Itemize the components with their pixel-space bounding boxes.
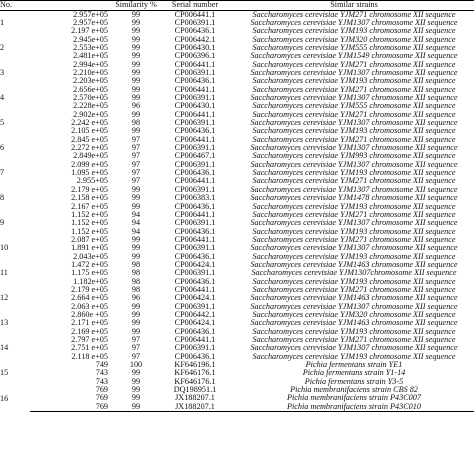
serial-number-cell: CP006424.1	[174, 319, 216, 328]
serial-number-cell: CP006441.1	[174, 210, 216, 219]
serial-number-cell: CP006442.1	[174, 310, 216, 319]
table-row	[0, 244, 474, 252]
value-cell: 1.095 e+05	[71, 169, 108, 178]
serial-number-cell: DQ198951.1	[173, 386, 217, 395]
value-cell: 1.472 e+05	[71, 260, 108, 269]
similarity-cell: 98	[131, 269, 141, 278]
table-row	[0, 319, 474, 327]
table-row	[0, 403, 474, 412]
table-row	[0, 328, 474, 336]
serial-number-cell: CP006424.1	[174, 294, 216, 303]
table-row	[0, 186, 474, 194]
similarity-cell: 99	[131, 202, 141, 211]
value-cell: 2.955+05	[76, 177, 108, 186]
value-cell: 2.158 e+05	[71, 194, 108, 203]
table-row	[0, 344, 474, 352]
strain-name-cell: Saccharomyces cerevisiae YJM271 chromosome XII sequence	[252, 235, 456, 244]
table-row	[0, 203, 474, 211]
value-cell: 2.570e+05	[73, 94, 108, 103]
group-number: 9	[0, 218, 5, 228]
serial-number-cell: CP006436.1	[174, 202, 216, 211]
serial-number-cell: CP006424.1	[174, 260, 216, 269]
value-cell: 769	[95, 394, 108, 403]
table-row	[0, 336, 474, 344]
value-cell: 2.197 e+05	[71, 27, 108, 36]
serial-number-cell: CP006441.1	[174, 85, 216, 94]
strain-name-cell: Saccharomyces cerevisiae YJM1307 chromosome XII sequence	[250, 94, 458, 103]
table-row	[0, 152, 474, 160]
strain-name-cell: Saccharomyces cerevisiae YJM320 chromosome XII sequence	[252, 35, 456, 44]
strain-name-cell: Saccharomyces cerevisiae YJM271 chromosome XII sequence	[252, 285, 456, 294]
strain-name-cell: Saccharomyces cerevisiae YJM1307 chromosome XII sequence	[250, 219, 458, 228]
similarity-cell: 97	[131, 135, 141, 144]
serial-number-cell: CP006436.1	[174, 352, 216, 361]
similarity-cell: 99	[131, 244, 141, 253]
similarity-cell: 100	[129, 361, 143, 370]
serial-number-cell: CP006391.1	[174, 302, 216, 311]
strain-name-cell: Saccharomyces cerevisiae YJM1307 chromosome XII sequence	[250, 302, 458, 311]
value-cell: 743	[95, 369, 108, 378]
serial-number-cell: CP006391.1	[174, 244, 216, 253]
value-cell: 2.797 e+05	[71, 336, 108, 344]
table-row	[0, 311, 474, 319]
value-cell: 2.849e+05	[73, 152, 108, 161]
strain-name-cell: Saccharomyces cerevisiae YJM1549 chromosome XII sequence	[250, 52, 458, 61]
strain-name-cell: Saccharomyces cerevisiae YJM1463 chromosome XII sequence	[250, 319, 458, 328]
serial-number-cell: CP006436.1	[174, 327, 216, 336]
serial-number-cell: CP006391.1	[174, 219, 216, 228]
group-number: 1	[0, 17, 5, 27]
value-cell: 2.957e+05	[73, 18, 108, 27]
group-number: 8	[0, 193, 5, 203]
table-row	[0, 177, 474, 185]
similarity-cell: 99	[131, 127, 141, 136]
table-row	[0, 236, 474, 244]
value-cell: 2.203e+05	[73, 77, 108, 86]
similarity-cell: 99	[131, 194, 141, 203]
similarity-cell: 99	[131, 52, 141, 61]
strain-name-cell: Pichia fermentans strain Y3-5	[304, 377, 404, 386]
similarity-cell: 96	[131, 102, 141, 111]
strain-name-cell: Saccharomyces cerevisiae YJM1478 chromosome XII sequence	[250, 194, 458, 203]
similarity-cell: 99	[131, 302, 141, 311]
similarity-cell: 97	[131, 177, 141, 186]
strain-name-cell: Saccharomyces cerevisiae YJM193 chromosome XII sequence	[252, 202, 456, 211]
header-value	[30, 1, 112, 11]
value-cell: 2.063 e+05	[71, 302, 108, 311]
strain-name-cell: Saccharomyces cerevisiae YJM193 chromosome XII sequence	[252, 252, 456, 261]
header-no: No.	[0, 1, 30, 11]
group-number: 6	[0, 143, 5, 153]
similarity-cell: 98	[131, 119, 141, 128]
group-number: 3	[0, 68, 5, 77]
value-cell: 2.043e+05	[73, 252, 108, 261]
value-cell: 2.553e+05	[73, 43, 108, 52]
value-cell: 2.272 e+05	[71, 144, 108, 153]
group-number: 4	[0, 93, 5, 103]
header-similarity: Similarity %	[112, 1, 160, 11]
table-row	[0, 286, 474, 294]
similarity-cell: 99	[131, 319, 141, 328]
similarity-cell: 99	[131, 252, 141, 261]
group-number: 14	[0, 343, 9, 353]
group-number: 2	[0, 42, 5, 52]
strain-name-cell: Saccharomyces cerevisiae YJM271 chromosome XII sequence	[252, 336, 456, 344]
value-cell: 2.242 e+05	[71, 119, 108, 128]
table-row	[0, 386, 474, 394]
table-row	[0, 369, 474, 377]
header-serial: Serial number	[160, 1, 230, 11]
similarity-cell: 97	[131, 144, 141, 153]
strain-name-cell: Saccharomyces cerevisiae YJM271 chromosome XII sequence	[252, 135, 456, 144]
table-body	[0, 10, 474, 412]
serial-number-cell: JX188207.1	[175, 394, 215, 403]
similarity-cell: 99	[131, 60, 141, 69]
similarity-cell: 99	[131, 369, 141, 378]
strain-name-cell: Saccharomyces cerevisiae YJM1463 chromosome XII sequence	[250, 260, 458, 269]
serial-number-cell: KF646176.1	[174, 369, 216, 378]
strain-name-cell: Saccharomyces cerevisiae YJM193 chromosome XII sequence	[252, 127, 456, 136]
strain-name-cell: Saccharomyces cerevisiae YJM193 chromosome XII sequence	[252, 327, 456, 336]
table-header	[0, 1, 474, 11]
value-cell: 769	[30, 403, 112, 412]
serial-number-cell: CP006436.1	[174, 277, 216, 286]
serial-number-cell: CP006436.1	[174, 77, 216, 86]
table-row	[0, 194, 474, 202]
serial-number-cell: CP006441.1	[174, 10, 216, 19]
strain-name-cell: Pichia membranifaciens strain P43C010	[230, 403, 474, 412]
strain-name-cell: Saccharomyces cerevisiae YJM1307 chromosome XII sequence	[250, 119, 458, 128]
strain-name-cell: Saccharomyces cerevisiae YJM1463 chromosome XII sequence	[250, 294, 458, 303]
table-row	[0, 303, 474, 311]
group-number: 12	[0, 293, 9, 303]
header-strains: Similar strains	[230, 1, 474, 11]
table-row	[0, 261, 474, 269]
serial-number-cell: CP006430.1	[174, 102, 216, 111]
strain-name-cell: Saccharomyces cerevisiae YJM193 chromosome XII sequence	[252, 227, 456, 236]
table-row	[0, 119, 474, 127]
similarity-cell: 99	[131, 110, 141, 119]
group-number: 5	[0, 118, 5, 128]
value-cell: 1.175 e+05	[71, 269, 108, 278]
strain-name-cell: Saccharomyces cerevisiae YJM271 chromosome XII sequence	[252, 10, 456, 19]
value-cell: 1.891 e+05	[71, 244, 108, 253]
serial-number-cell: CP006396.1	[174, 52, 216, 61]
similarity-cell: 98	[131, 277, 141, 286]
similarity-cell: 97	[131, 344, 141, 353]
header-row	[0, 1, 474, 11]
similarity-cell: 99	[131, 327, 141, 336]
similarity-cell: 97	[131, 352, 141, 361]
value-cell: 2.656e+05	[73, 85, 108, 94]
value-cell: 1.152 e+05	[71, 210, 108, 219]
table-row	[0, 86, 474, 94]
table-row	[0, 253, 474, 261]
serial-number-cell: CP006441.1	[174, 336, 216, 344]
value-cell: 2.167 e+05	[71, 202, 108, 211]
similarity-cell: 99	[131, 18, 141, 27]
strain-name-cell: Saccharomyces cerevisiae YJM271 chromosome XII sequence	[252, 177, 456, 186]
similarity-cell: 97	[131, 336, 141, 344]
table-row	[0, 269, 474, 277]
strain-name-cell: Saccharomyces cerevisiae YJM1307 chromosome XII sequence	[250, 344, 458, 353]
value-cell: 769	[95, 386, 108, 395]
strain-name-cell: Saccharomyces cerevisiae YJM271 chromosome XII sequence	[252, 210, 456, 219]
value-cell: 1.152 e+05	[71, 219, 108, 228]
value-cell: 2.228e+05	[73, 102, 108, 111]
strain-name-cell: Saccharomyces cerevisiae YJM193 chromosome XII sequence	[252, 169, 456, 178]
similarity-cell: 99	[131, 85, 141, 94]
value-cell: 2.945e+05	[73, 35, 108, 44]
serial-number-cell: CP006391.1	[174, 69, 216, 77]
serial-number-cell: CP006442.1	[174, 35, 216, 44]
table-row	[0, 36, 474, 44]
table-row	[0, 61, 474, 69]
serial-number-cell: CP006391.1	[174, 94, 216, 103]
similarity-cell: 97	[131, 152, 141, 161]
value-cell: 2.087 e+05	[71, 235, 108, 244]
serial-number-cell: CP006441.1	[174, 177, 216, 186]
strain-name-cell: Saccharomyces cerevisiae YJM193 chromosome XII sequence	[252, 27, 456, 36]
similarity-cell: 99	[131, 77, 141, 86]
value-cell: 2.957e+05	[73, 10, 108, 19]
strain-name-cell: Pichia membranifaciens strain CBS 82	[290, 386, 418, 395]
strain-name-cell: Pichia fermentans strain YE1	[305, 361, 403, 370]
similarity-cell: 99	[131, 394, 141, 403]
table-row	[0, 161, 474, 169]
serial-number-cell: CP006383.1	[174, 194, 216, 203]
serial-number-cell: CP006467.1	[174, 152, 216, 161]
serial-number-cell: CP006441.1	[174, 110, 216, 119]
group-number: 7	[0, 168, 5, 178]
serial-number-cell: CP006391.1	[174, 269, 216, 278]
table-row	[0, 44, 474, 52]
value-cell: 2.118 e+05	[71, 352, 108, 361]
similarity-cell: 98	[131, 260, 141, 269]
serial-number-cell: CP006391.1	[174, 119, 216, 128]
value-cell: 2.179 e+05	[71, 185, 108, 194]
strain-name-cell: Saccharomyces cerevisiae YJM1307chromosome XII sequence	[251, 269, 457, 278]
value-cell: 2.210e+05	[73, 69, 108, 77]
similarity-cell: 99	[131, 235, 141, 244]
table-row	[0, 219, 474, 227]
table-row	[0, 94, 474, 102]
group-number: 10	[0, 243, 9, 253]
serial-number-cell: CP006391.1	[174, 144, 216, 153]
similarity-cell: 98	[131, 285, 141, 294]
strain-name-cell: Saccharomyces cerevisiae YJM993 chromosome XII sequence	[252, 152, 456, 161]
similarity-cell: 99	[131, 35, 141, 44]
strain-name-cell: Saccharomyces cerevisiae YJM271 chromosome XII sequence	[252, 85, 456, 94]
table-row	[0, 228, 474, 236]
value-cell: 2.481e+05	[73, 52, 108, 61]
table-row	[0, 361, 474, 369]
serial-number-cell: CP006391.1	[174, 160, 216, 169]
table-row	[0, 294, 474, 302]
serial-number-cell: JX188207.1	[160, 403, 230, 412]
table-row	[0, 127, 474, 135]
table-row	[0, 353, 474, 361]
value-cell: 2.664 e+05	[71, 294, 108, 303]
serial-number-cell: CP006436.1	[174, 252, 216, 261]
similarity-cell: 99	[131, 377, 141, 386]
serial-number-cell: CP006436.1	[174, 127, 216, 136]
serial-number-cell: CP006391.1	[174, 344, 216, 353]
strain-name-cell: Saccharomyces cerevisiae YJM193 chromosome XII sequence	[252, 352, 456, 361]
strain-name-cell: Saccharomyces cerevisiae YJM320 chromosome XII sequence	[252, 310, 456, 319]
serial-number-cell: CP006441.1	[174, 60, 216, 69]
table-row	[0, 102, 474, 110]
similarity-cell: 99	[131, 10, 141, 19]
value-cell: 2.105 e+05	[71, 127, 108, 136]
table-row	[0, 136, 474, 144]
table-row	[0, 52, 474, 60]
table-row	[0, 144, 474, 152]
table-row	[0, 211, 474, 219]
table-row	[0, 394, 474, 402]
serial-number-cell: CP006391.1	[174, 185, 216, 194]
similarity-cell: 96	[131, 294, 141, 303]
value-cell: 1.152 e+05	[71, 227, 108, 236]
value-cell: 749	[95, 361, 108, 370]
value-cell: 1.182e+05	[73, 277, 108, 286]
similarity-cell: 94	[131, 219, 141, 228]
table-row	[0, 69, 474, 77]
serial-number-cell: CP006391.1	[174, 18, 216, 27]
table-row	[0, 19, 474, 27]
value-cell: 2.902e+05	[73, 110, 108, 119]
similarity-cell: 99	[131, 94, 141, 103]
serial-number-cell: CP006441.1	[174, 235, 216, 244]
serial-number-cell: CP006441.1	[174, 285, 216, 294]
strain-name-cell: Saccharomyces cerevisiae YJM271 chromosome XII sequence	[252, 110, 456, 119]
strain-name-cell: Saccharomyces cerevisiae YJM1307 chromosome XII sequence	[250, 69, 458, 77]
table-row	[0, 169, 474, 177]
value-cell: 2.169 e+05	[71, 327, 108, 336]
value-cell: 2.860e +05	[71, 310, 108, 319]
value-cell: 2.179 e+05	[71, 285, 108, 294]
strain-name-cell: Pichia fermentans strain Y1-14	[302, 369, 406, 378]
serial-number-cell: CP006436.1	[174, 169, 216, 178]
value-cell: 2.845 e+05	[71, 135, 108, 144]
similarity-cell: 99	[131, 43, 141, 52]
serial-number-cell: CP006436.1	[174, 227, 216, 236]
strain-name-cell: Saccharomyces cerevisiae YJM1307 chromosome XII sequence	[250, 185, 458, 194]
similarity-cell: 97	[131, 160, 141, 169]
strain-name-cell: Saccharomyces cerevisiae YJM1307 chromosome XII sequence	[250, 160, 458, 169]
similarity-cell: 94	[131, 210, 141, 219]
strain-name-cell: Saccharomyces cerevisiae YJM1307 chromosome XII sequence	[250, 18, 458, 27]
table-row	[0, 10, 474, 19]
strain-name-cell: Saccharomyces cerevisiae YJM555 chromosome XII sequence	[252, 43, 456, 52]
table-row	[0, 111, 474, 119]
strain-name-cell: Saccharomyces cerevisiae YJM193 chromosome XII sequence	[252, 277, 456, 286]
value-cell: 743	[95, 377, 108, 386]
similarity-cell: 99	[131, 310, 141, 319]
similarity-cell: 99	[131, 69, 141, 77]
group-number: 16	[0, 393, 9, 403]
similarity-cell: 99	[112, 403, 160, 412]
similarity-cell: 97	[131, 169, 141, 178]
similarity-cell: 99	[131, 185, 141, 194]
value-cell: 2.099 e+05	[71, 160, 108, 169]
table-row	[0, 27, 474, 35]
strain-name-cell: Saccharomyces cerevisiae YJM555 chromosome XII sequence	[252, 102, 456, 111]
table-row	[0, 278, 474, 286]
strain-name-cell: Saccharomyces cerevisiae YJM1307 chromosome XII sequence	[250, 244, 458, 253]
value-cell: 2.751 e+05	[71, 344, 108, 353]
table-row	[0, 378, 474, 386]
serial-number-cell: CP006430.1	[174, 43, 216, 52]
value-cell: 2.171 e+05	[71, 319, 108, 328]
serial-number-cell: CP006441.1	[174, 135, 216, 144]
strain-name-cell: Saccharomyces cerevisiae YJM193 chromosome XII sequence	[252, 77, 456, 86]
value-cell: 2.994e+05	[73, 60, 108, 69]
strain-name-cell: Saccharomyces cerevisiae YJM1307 chromosome XII sequence	[250, 144, 458, 153]
group-number: 11	[0, 268, 8, 278]
serial-number-cell: KF646176.1	[174, 377, 216, 386]
table-row	[0, 77, 474, 85]
strain-name-cell: Saccharomyces cerevisiae YJM271 chromosome XII sequence	[252, 60, 456, 69]
strain-name-cell: Pichia membranifaciens strain P43C007	[287, 394, 421, 403]
group-number: 13	[0, 318, 9, 328]
group-number: 15	[0, 368, 9, 378]
similarity-cell: 99	[131, 386, 141, 395]
similarity-cell: 99	[131, 27, 141, 36]
serial-number-cell: CP006436.1	[174, 27, 216, 36]
serial-number-cell: KF646196.1	[174, 361, 216, 370]
similarity-cell: 94	[131, 227, 141, 236]
